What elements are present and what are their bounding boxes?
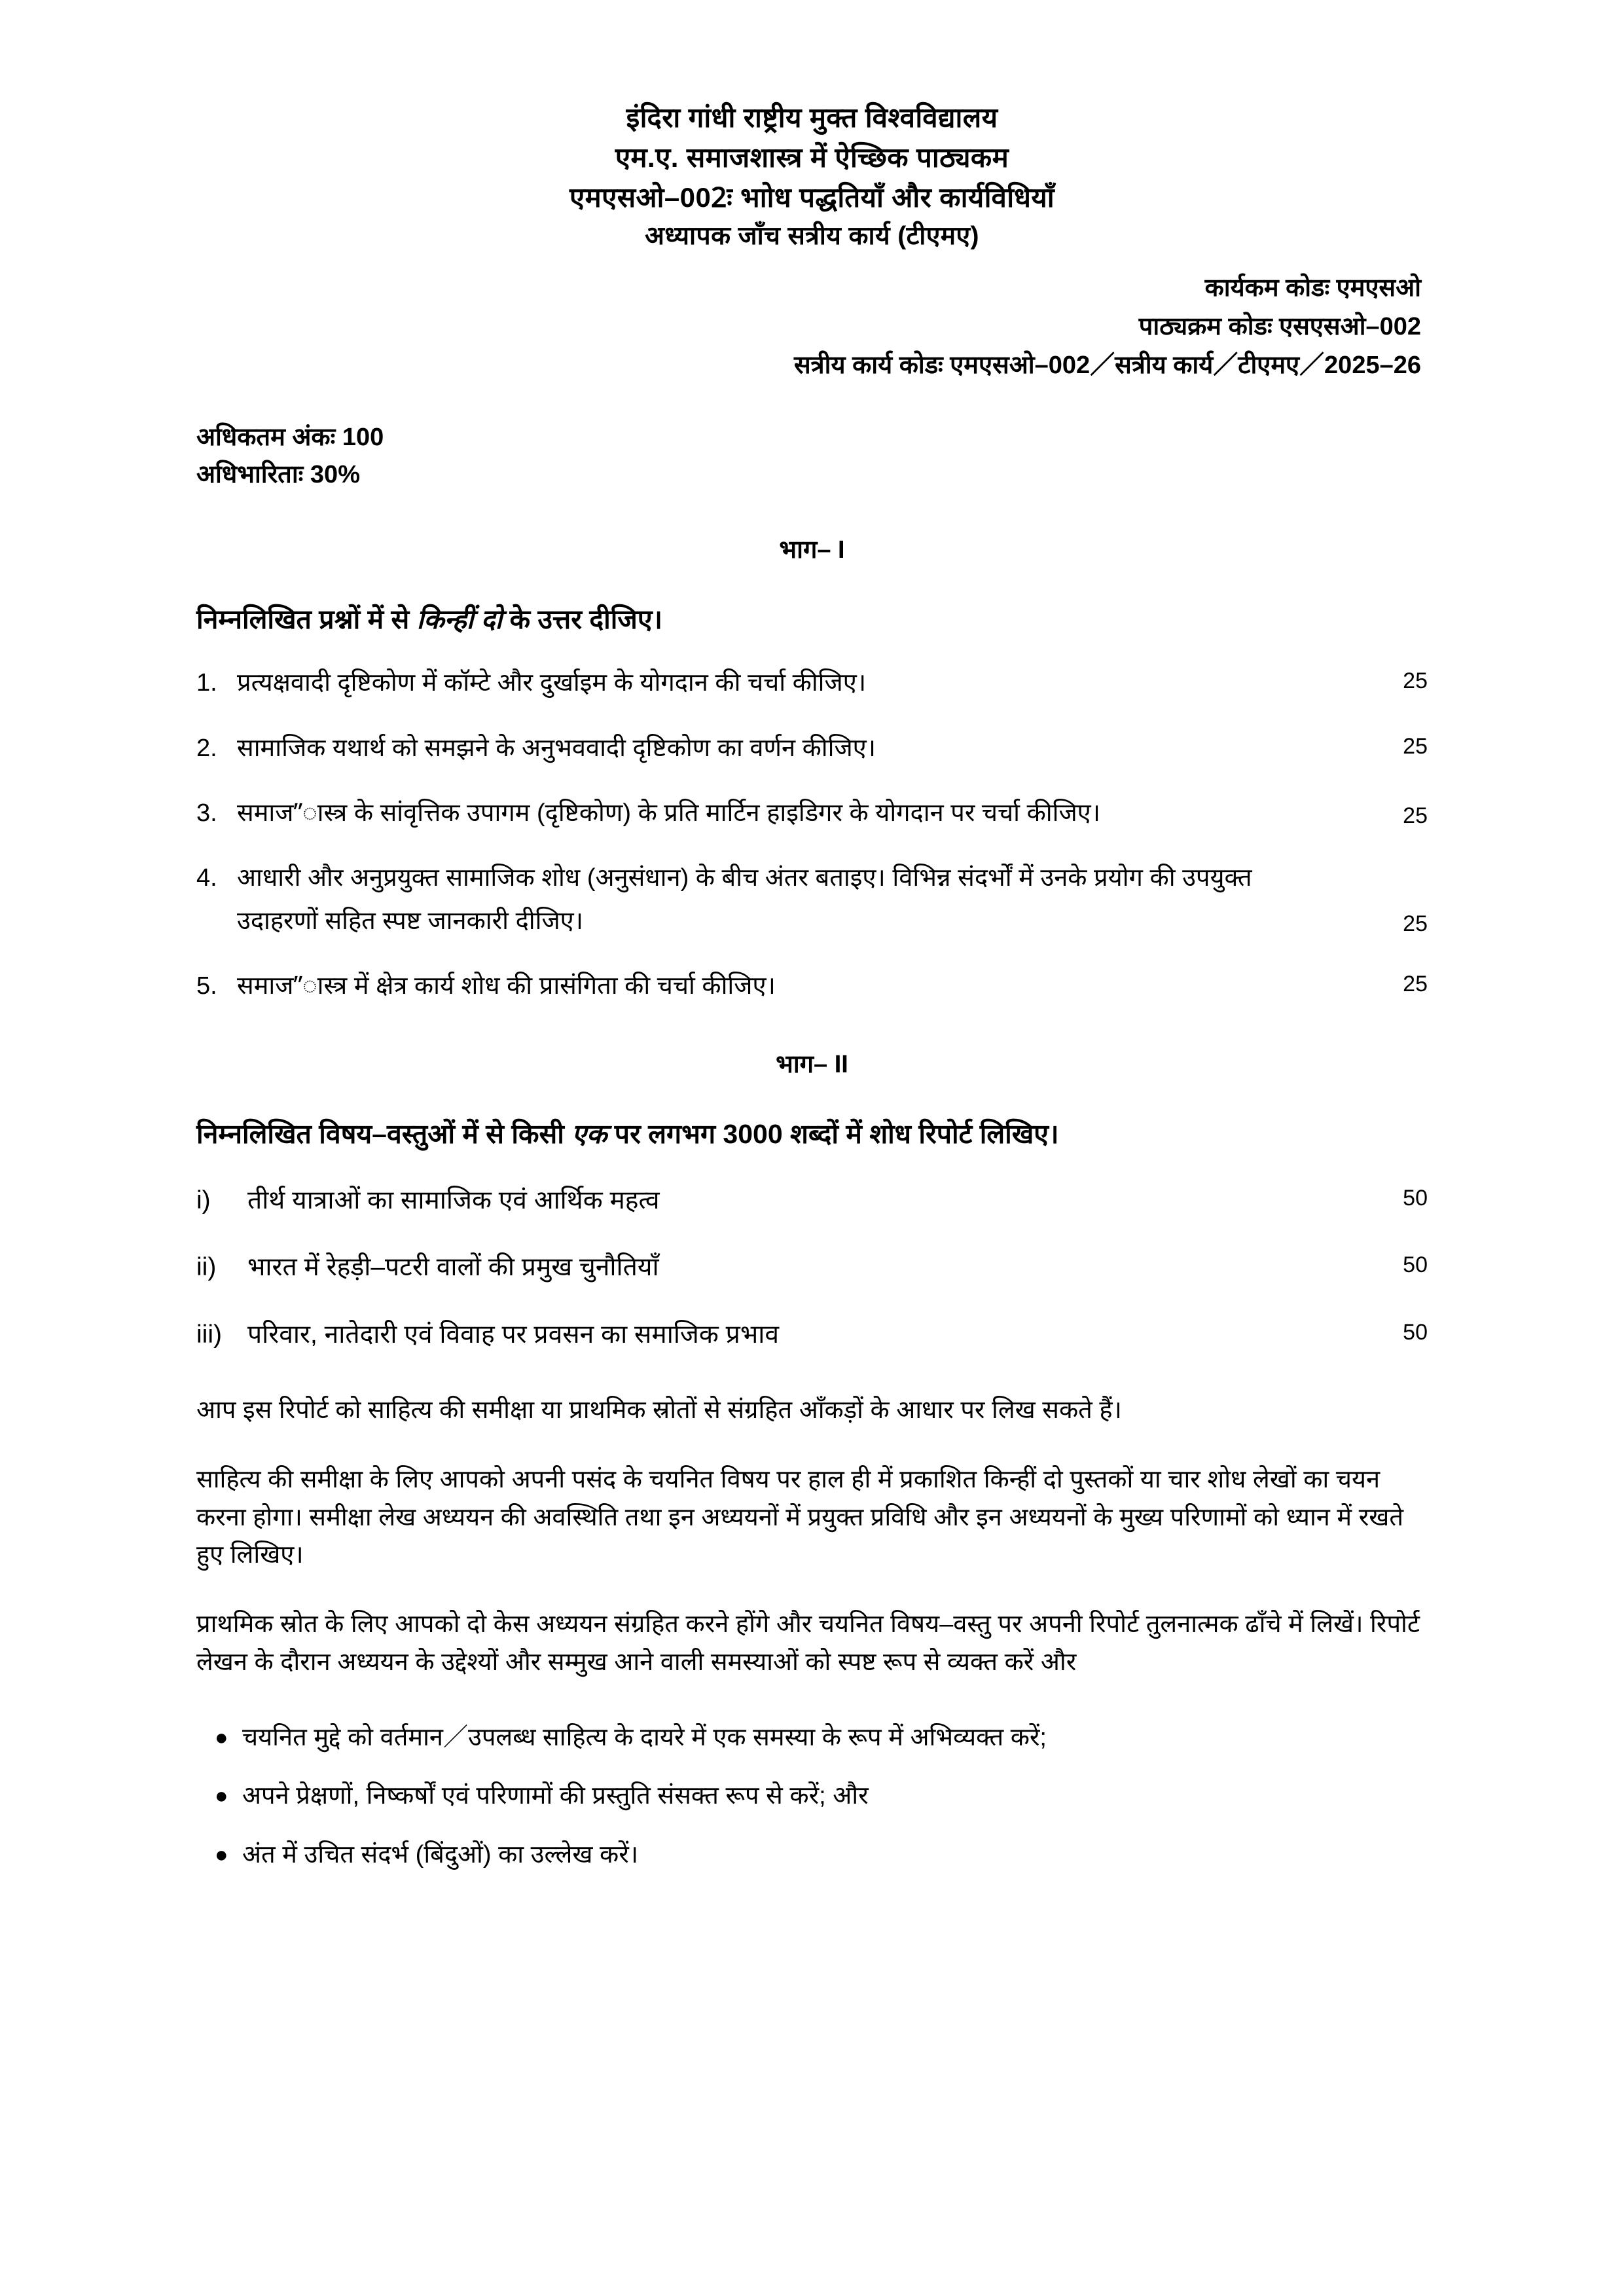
programme-title: एम.ए. समाजशास्त्र में ऐच्छिक पाठ्यकम (615, 141, 1009, 173)
topic-text: भारत में रेहड़ी–पटरी वालों की प्रमुख चुनौतियाँ (247, 1253, 659, 1282)
question-row (196, 857, 1428, 943)
document-header (196, 98, 1428, 255)
bullet-dot-icon: ● (215, 1842, 228, 1867)
report-guidelines-list (196, 1719, 1428, 1875)
bullet-dot-icon: ● (215, 1724, 228, 1750)
course-title: एमएसओ–002ः भाोध पद्धतियाँ और कार्यविधियाँ (569, 181, 1055, 213)
question-number: 1. (196, 669, 217, 697)
question-number: 3. (196, 799, 217, 828)
instruction-emphasis: एक (571, 1118, 607, 1149)
programme-code: कार्यकम कोडः एमएसओ (1204, 274, 1421, 302)
part-two-topic-list (196, 1180, 1428, 1355)
instruction-emphasis: किन्हीं दो (416, 604, 503, 634)
assignment-code: सत्रीय कार्य कोडः एमएसओ–002／सत्रीय कार्य／टीएमए／2025–26 (793, 352, 1421, 379)
list-item (196, 1836, 1428, 1875)
topic-number: ii) (196, 1253, 217, 1282)
list-item (196, 1777, 1428, 1816)
question-row (196, 727, 1428, 770)
topic-text: परिवार, नातेदारी एवं विवाह पर प्रवसन का समाजिक प्रभाव (247, 1320, 780, 1349)
question-text: समाज”ास्त्र में क्षेत्र कार्य शोध की प्रासंगिता की चर्चा कीजिए। (237, 972, 776, 1000)
question-marks: 25 (1403, 733, 1428, 759)
question-text: समाज”ास्त्र के सांवृत्तिक उपागम (दृष्टिकोण) के प्रति मार्टिन हाइडिगर के योगदान पर चर्चा कीजिए। (237, 799, 1101, 828)
bullet-text: अंत में उचित संदर्भ (बिंदुओं) का उल्लेख करें। (242, 1840, 639, 1868)
bullet-dot-icon: ● (215, 1783, 228, 1809)
report-basis-paragraph: आप इस रिपोर्ट को साहित्य की समीक्षा या प्राथमिक स्रोतों से संग्रहित आँकड़ों के आधार पर लिख सकते हैं। (196, 1396, 1122, 1425)
instruction-text-pre: निम्नलिखित विषय–वस्तुओं में से किसी (196, 1118, 572, 1149)
topic-number: iii) (196, 1320, 222, 1349)
weightage: अधिभारिताः 30% (196, 460, 360, 488)
question-number: 5. (196, 972, 217, 1000)
question-text: आधारी और अनुप्रयुक्त सामाजिक शोध (अनुसंधान) के बीच अंतर बताइए। विभिन्न संदर्भों में उनके प्रयोग की उपयुक्त उदाहरणों सहित स्पष्ट जानकारी दीजिए। (237, 864, 1252, 935)
instruction-text-pre: निम्नलिखित प्रश्नों में से (196, 604, 417, 634)
course-code: पाठ्यक्रम कोडः एसएसओ–002 (1138, 313, 1421, 341)
topic-row (196, 1247, 1428, 1288)
question-marks: 25 (1403, 972, 1428, 997)
instruction-text-post: पर लगभग 3000 शब्दों में शोध रिपोर्ट लिखिए। (607, 1118, 1059, 1149)
topic-marks: 50 (1403, 1186, 1428, 1211)
question-row (196, 792, 1428, 835)
topic-row (196, 1315, 1428, 1355)
literature-review-paragraph: साहित्य की समीक्षा के लिए आपको अपनी पसंद के चयनित विषय पर हाल ही में प्रकाशित किन्हीं दो पुस्तकों या चार शोध लेखों का चयन करना होगा। समीक्षा लेख अध्ययन की अवस्थिति तथा इन अध्ययनों में प्रयुक्त प्रविधि और इन अध्ययनों के मुख्य परिणामों को ध्यान में रखते हुए लिखिए। (196, 1465, 1404, 1569)
question-row (196, 965, 1428, 1008)
part-one-heading: भाग– I (779, 536, 845, 564)
part-two-instruction (196, 1114, 1428, 1155)
question-number: 2. (196, 734, 217, 762)
code-block (196, 269, 1428, 385)
marks-info-block (196, 419, 1428, 494)
university-name: इंदिरा गांधी राष्ट्रीय मुक्त विश्वविद्यालय (626, 102, 998, 133)
topic-marks: 50 (1403, 1252, 1428, 1278)
bullet-text: चयनित मुद्दे को वर्तमान／उपलब्ध साहित्य के दायरे में एक समस्या के रूप में अभिव्यक्त करें; (242, 1723, 1047, 1751)
primary-source-paragraph: प्राथमिक स्रोत के लिए आपको दो केस अध्ययन संग्रहित करने होंगे और चयनित विषय–वस्तु पर अपनी रिपोर्ट तुलनात्मक ढाँचे में लिखें। रिपोर्ट लेखन के दौरान अध्ययन के उद्देश्यों और सम्मुख आने वाली समस्याओं को स्पष्ट रूप से व्यक्त करें और (196, 1611, 1420, 1676)
topic-number: i) (196, 1186, 211, 1215)
topic-row (196, 1180, 1428, 1221)
topic-marks: 50 (1403, 1319, 1428, 1345)
bullet-text: अपने प्रेक्षणों, निष्कर्षों एवं परिणामों की प्रस्तुति संसक्त रूप से करें; और (242, 1782, 869, 1810)
maximum-marks: अधिकतम अंकः 100 (196, 423, 384, 451)
instruction-text-post: के उत्तर दीजिए। (502, 604, 663, 634)
assignment-type-title: अध्यापक जाँच सत्रीय कार्य (टीएमए) (645, 221, 979, 250)
topic-text: तीर्थ यात्राओं का सामाजिक एवं आर्थिक महत्व (247, 1186, 660, 1215)
part-one-question-list (196, 662, 1428, 1008)
question-number: 4. (196, 864, 217, 892)
question-marks: 25 (1403, 803, 1428, 828)
part-one-instruction (196, 600, 1428, 640)
question-marks: 25 (1403, 911, 1428, 936)
question-text: सामाजिक यथार्थ को समझने के अनुभववादी दृष्टिकोण का वर्णन कीजिए। (237, 734, 876, 762)
question-marks: 25 (1403, 668, 1428, 694)
question-row (196, 662, 1428, 704)
part-two-heading: भाग– II (776, 1050, 848, 1078)
list-item (196, 1719, 1428, 1758)
question-text: प्रत्यक्षवादी दृष्टिकोण में कॉम्टे और दुर्खाइम के योगदान की चर्चा कीजिए। (237, 669, 867, 697)
